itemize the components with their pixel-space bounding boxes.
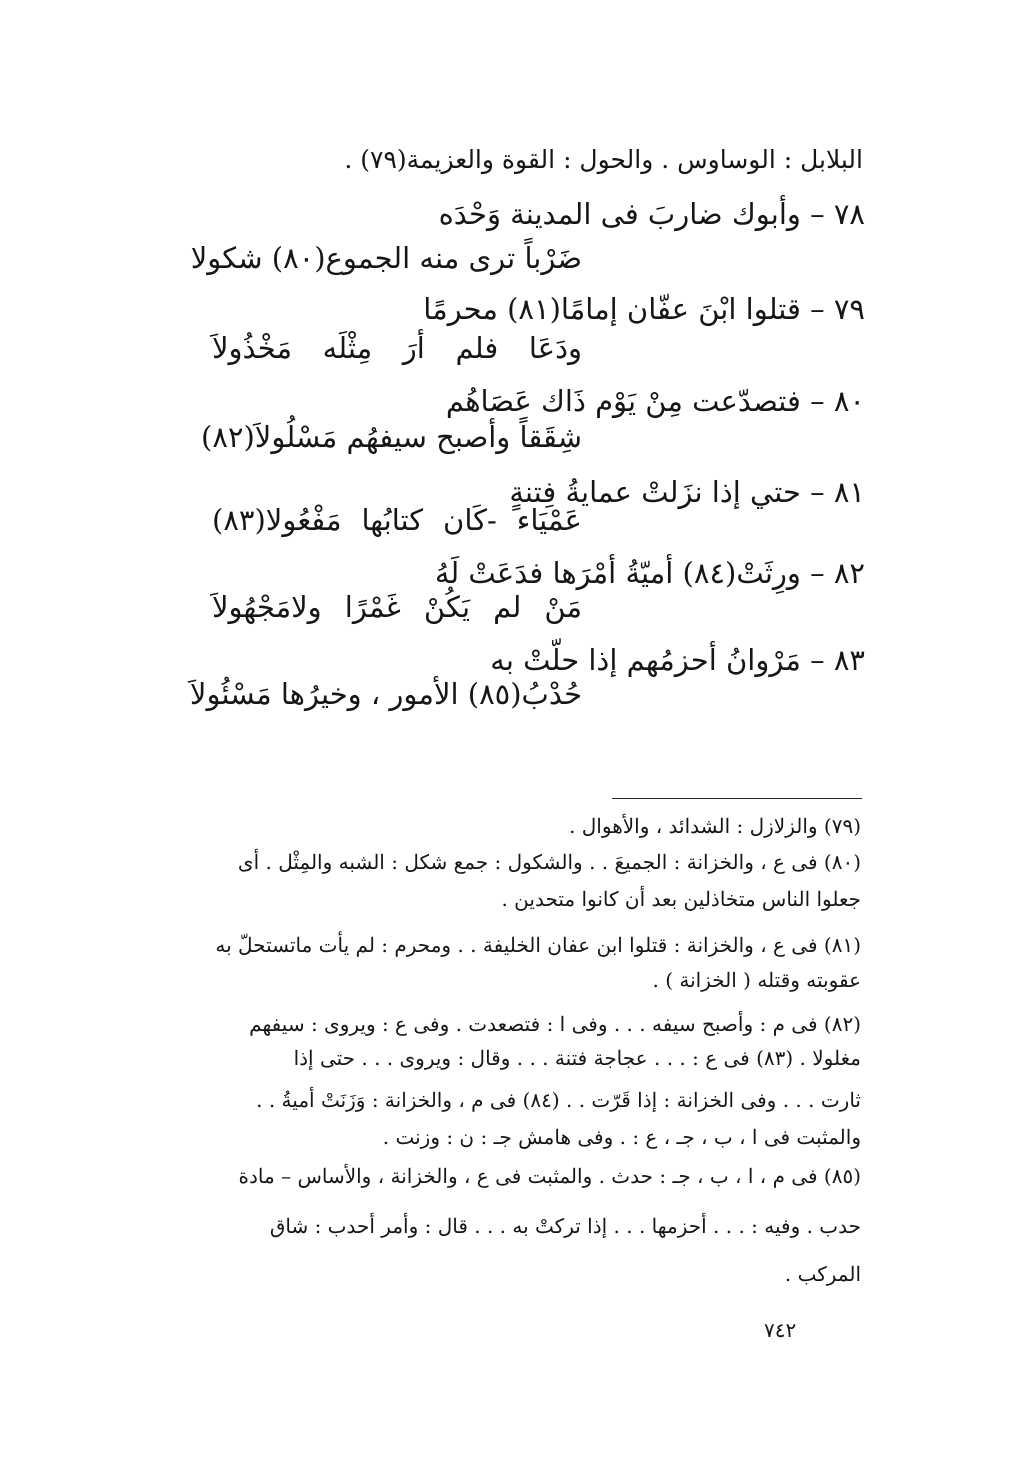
footnote-85: (٨٥) فى م ، ا ، ب ، جـ : حدث . والمثبت فى ع ، والخزانة ، والأساس – مادة <box>238 1164 861 1188</box>
verse-hemistich-first: ٨١ – حتي إذا نزَلتْ عمايةُ فِتنةٍ <box>509 475 865 509</box>
verse-hemistich-second <box>212 331 582 365</box>
verse-hemistich-second <box>201 420 582 454</box>
verse-hemistich-second <box>212 503 582 537</box>
footnote-84-cont: والمثبت فى ا ، ب ، جـ ، ع : . وفى هامش جـ : ن : وزنت . <box>382 1125 861 1149</box>
verse-hemistich-first: ٨٢ – ورِثَتْ(٨٤) أميّةُ أمْرَها فدَعَتْ لَهُ <box>434 556 865 590</box>
verse-hemistich-text: ضَرْباً ترى منه الجموع(٨٠) شكولا <box>190 241 582 275</box>
footnote-79: (٧٩) والزلازل : الشدائد ، والأهوال . <box>569 814 861 838</box>
page-number: ٧٤٢ <box>764 1318 797 1342</box>
footnote-85-end: المركب . <box>784 1262 861 1286</box>
footnote-81-cont: عقوبته وقتله ( الخزانة ) . <box>652 968 861 992</box>
verse-hemistich-first: ٧٩ – قتلوا ابْنَ عفّان إمامًا(٨١) محرمًا <box>423 292 865 326</box>
footnote-82-83: مغلولا . (٨٣) فى ع : . . . عجاجة فتنة . . . وقال : ويروى . . . حتى إذا <box>293 1046 861 1070</box>
verse-hemistich-text: حُدْبُ(٨٥) الأمور ، وخيرُها مَسْئُولاَ <box>189 677 582 711</box>
verse-hemistich-text: مَنْ لم يَكُنْ غَمْرًا ولامَجْهُولاَ <box>212 590 582 624</box>
footnote-separator <box>612 798 862 799</box>
verse-hemistich-second <box>190 241 582 275</box>
footnote-81: (٨١) فى ع ، والخزانة : قتلوا ابن عفان الخليفة . . ومحرم : لم يأت ماتستحلّ به <box>215 933 861 957</box>
footnote-82: (٨٢) فى م : وأصبح سيفه . . . وفى ا : فتصعدت . وفى ع : ويروى : سيفهم <box>249 1012 861 1036</box>
footnote-83-84: ثارت . . . وفى الخزانة : إذا قَرّت . . (٨٤) فى م ، والخزانة : وَزَنَتْ أميةُ . . <box>256 1088 861 1112</box>
verse-hemistich-first: ٨٣ – مَرْوانُ أحزمُهم إذا حلّتْ به <box>490 643 865 677</box>
verse-hemistich-text: ودَعَا فلم أرَ مِثْلَه مَخْذُولاَ <box>212 331 582 365</box>
verse-hemistich-second <box>189 677 582 711</box>
verse-hemistich-first: ٨٠ – فتصدّعت مِنْ يَوْم ذَاك عَصَاهُم <box>445 384 865 418</box>
verse-hemistich-second <box>212 590 582 624</box>
footnote-85-cont: حدب . وفيه : . . . أحزمها . . . إذا تركتْ به . . . قال : وأمر أحدب : شاق <box>269 1214 861 1238</box>
footnote-80-cont: جعلوا الناس متخاذلين بعد أن كانوا متحدين . <box>501 887 861 911</box>
verse-hemistich-text: عَمْيَاء -كَان كتابُها مَفْعُولا(٨٣) <box>212 503 582 537</box>
footnote-80: (٨٠) فى ع ، والخزانة : الجميعَ . . والشكول : جمع شكل : الشبه والمِثْل . أى <box>237 850 861 874</box>
intro-line: البلابل : الوساوس . والحول : القوة والعزيمة(٧٩) . <box>344 145 863 174</box>
verse-hemistich-first: ٧٨ – وأبوك ضاربَ فى المدينة وَحْدَه <box>438 197 865 231</box>
verse-hemistich-text: شِقَقاً وأصبح سيفهُم مَسْلُولاَ(٨٢) <box>201 420 582 454</box>
